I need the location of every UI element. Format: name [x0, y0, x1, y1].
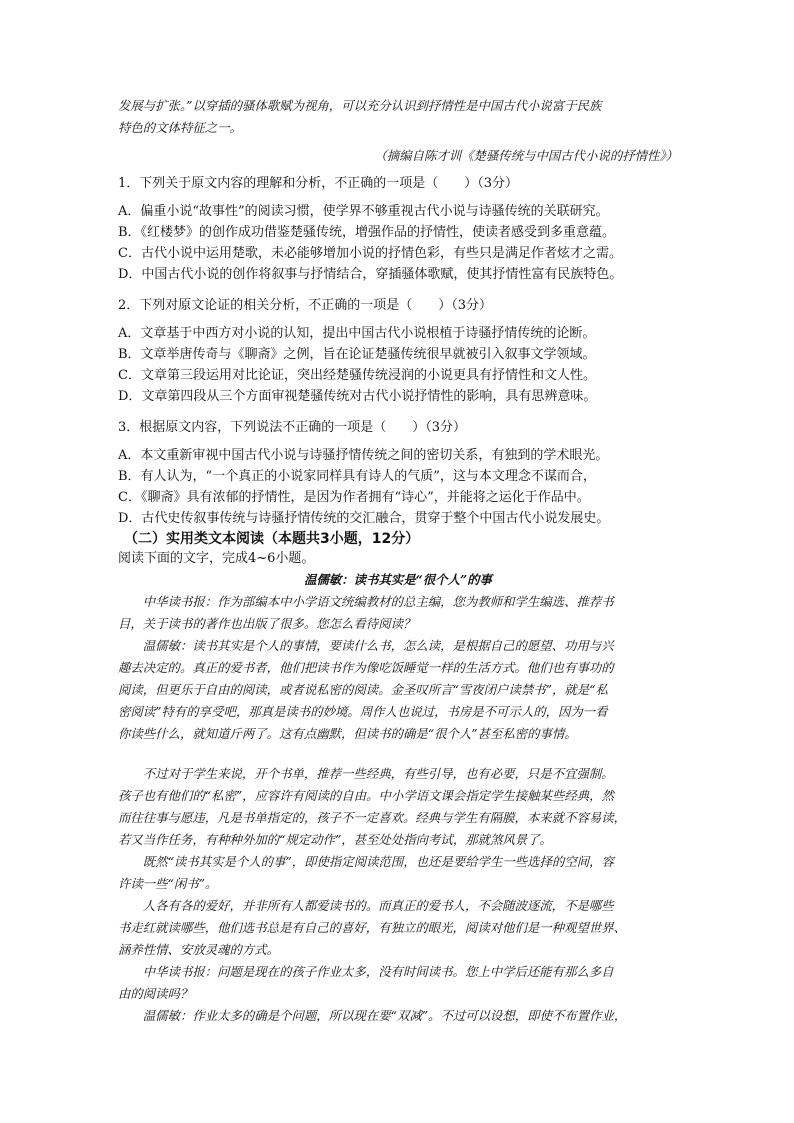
article-line: 趣去决定的。真正的爱书者，他们把读书作为像吃饭睡觉一样的生活方式。他们也有事功的 — [118, 660, 614, 675]
option-c: C．文章第三段运用对比论证，突出经楚骚传统浸润的小说更具有抒情性和文人性。 — [118, 368, 596, 383]
article-body — [118, 591, 678, 1027]
option-d: D．中国古代小说的创作将叙事与抒情结合，穿插骚体歌赋，使其抒情性富有民族特色。 — [118, 267, 623, 282]
exam-page — [118, 95, 678, 1027]
article-line: 温儒敏：作业太多的确是个问题，所以现在要“双减”。不过可以设想，即使不布置作业， — [142, 1008, 627, 1023]
question-1 — [118, 173, 678, 285]
article-line: 密阅读”特有的享受吧，那真是读书的妙境。周作人也说过，书房是不可示人的，因为一看 — [118, 704, 608, 719]
section-instruction: 阅读下面的文字，完成4~6小题。 — [118, 551, 315, 566]
article-line: 中华读书报：作为部编本中小学语文统编教材的总主编，您为教师和学生编选、推荐书 — [142, 594, 614, 609]
option-d: D．古代史传叙事传统与诗骚抒情传统的交汇融合，贯穿于整个中国古代小说发展史。 — [118, 511, 610, 526]
intro-line: 特色的文体特征之一。 — [118, 120, 242, 135]
article-line: 若又当作任务，有种种外加的“规定动作”，甚至处处指向考试，那就煞风景了。 — [118, 832, 552, 847]
intro-line: 发展与扩张。”以穿插的骚体歌赋为视角，可以充分认识到抒情性是中国古代小说富于民族 — [118, 98, 602, 113]
option-b: B．文章举唐传奇与《聊斋》之例，旨在论证楚骚传统很早就被引入叙事文学领域。 — [118, 347, 596, 362]
question-3 — [118, 417, 678, 529]
question-stem: 2．下列对原文论证的相关分析，不正确的一项是（ ）（3分） — [118, 298, 493, 313]
article-line: 由的阅读吗？ — [118, 986, 193, 1001]
article-title: 温儒敏：读书其实是“很个人”的事 — [304, 572, 492, 587]
question-stem: 1．下列关于原文内容的理解和分析，不正确的一项是（ ）（3分） — [118, 176, 519, 191]
option-b: B．有人认为，“一个真正的小说家同样具有诗人的气质”，这与本文理念不谋而合， — [118, 469, 596, 484]
option-a: A．文章基于中西方对小说的认知，提出中国古代小说根植于诗骚抒情传统的论断。 — [118, 326, 596, 341]
article-line: 阅读，但更乐于自由的阅读，或者说私密的阅读。金圣叹所言“雪夜闭户读禁书”，就是“私 — [118, 682, 608, 697]
article-line: 不过对于学生来说，开个书单，推荐一些经典，有些引导，也有必要，只是不宜强制。 — [142, 766, 614, 781]
question-stem: 3．根据原文内容，下列说法不正确的一项是（ ）（3分） — [118, 420, 467, 435]
article-line: 而往往事与愿违，凡是书单指定的，孩子不一定喜欢。经典与学生有隔膜，本来就不容易读， — [118, 810, 627, 825]
article-line: 书走红就读哪些，他们选书总是有自己的喜好，有独立的眼光，阅读对他们是一种观望世界、 — [118, 920, 627, 935]
option-d: D．文章第四段从三个方面审视楚骚传统对古代小说抒情性的影响，具有思辨意味。 — [118, 389, 597, 404]
article-line: 既然“读书其实是个人的事”，即使指定阅读范围，也还是要给学生一些选择的空间，容 — [142, 854, 614, 869]
article-line: 孩子也有他们的“私密”，应容许有阅读的自由。中小学语文课会指定学生接触某些经典，然 — [118, 788, 614, 803]
article-line: 中华读书报：问题是现在的孩子作业太多，没有时间读书。您上中学后还能有那么多自 — [142, 964, 614, 979]
article-line: 你读些什么，就知道斤两了。这有点幽默，但读书的确是“很个人”甚至私密的事情。 — [118, 726, 577, 741]
article-line: 许读一些“闲书”。 — [118, 876, 218, 891]
option-c: C．古代小说中运用楚歌，未必能够增加小说的抒情色彩，有些只是满足作者炫才之需。 — [118, 246, 622, 261]
section-heading: （二）实用类文本阅读（本题共3小题，12分） — [124, 531, 420, 547]
article-line: 目，关于读书的著作也出版了很多。您怎么看待阅读？ — [118, 616, 416, 631]
option-c: C．《聊斋》具有浓郁的抒情性，是因为作者拥有“诗心”，并能将之运化于作品中。 — [118, 490, 590, 505]
question-2 — [118, 295, 678, 407]
article-line: 温儒敏：读书其实是个人的事情，要读什么书，怎么读，是根据自己的愿望、功用与兴 — [142, 638, 614, 653]
source-citation: （摘编自陈才训《楚骚传统与中国古代小说的抒情性》） — [374, 148, 678, 163]
article-line: 涵养性情、安放灵魂的方式。 — [118, 942, 280, 957]
option-b: B．《红楼梦》的创作成功借鉴楚骚传统，增强作品的抒情性，使读者感受到多重意蕴。 — [118, 225, 616, 240]
article-line: 人各有各的爱好，并非所有人都爱读书的。而真正的爱书人，不会随波逐流，不是哪些 — [142, 898, 614, 913]
option-a: A．偏重小说“故事性”的阅读习惯，使学界不够重视古代小说与诗骚传统的关联研究。 — [118, 204, 609, 219]
option-a: A．本文重新审视中国古代小说与诗骚抒情传统之间的密切关系，有独到的学术眼光。 — [118, 448, 609, 463]
